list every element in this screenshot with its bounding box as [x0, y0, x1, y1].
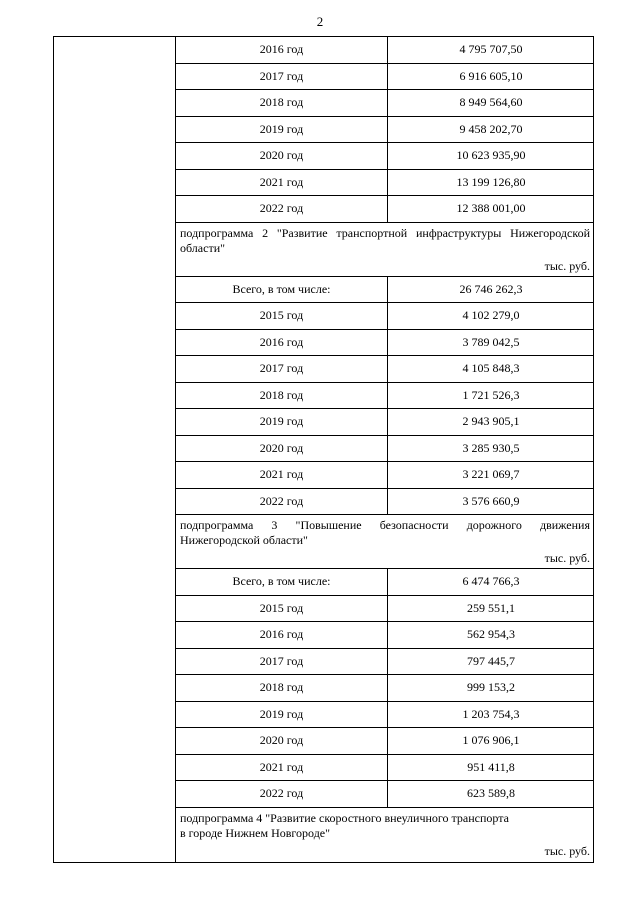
- table-row: [176, 37, 594, 64]
- year-cell: 2015 год: [176, 303, 388, 329]
- year-cell: 2018 год: [176, 90, 388, 116]
- amount-cell: 1 076 906,1: [462, 733, 520, 748]
- amount-cell: 3 576 660,9: [462, 493, 520, 508]
- amount-cell: 6 474 766,3: [462, 574, 520, 589]
- table-row: [176, 409, 594, 436]
- year-cell: 2018 год: [176, 675, 388, 701]
- amount-cell: 951 411,8: [467, 759, 515, 774]
- table-row: [176, 569, 594, 596]
- amount-cell: 999 153,2: [467, 680, 515, 695]
- table-row: [176, 702, 594, 729]
- amount-cell: 4 102 279,0: [462, 308, 520, 323]
- year-cell: 2016 год: [176, 330, 388, 356]
- table-row: [176, 489, 594, 516]
- year-cell: 2022 год: [176, 196, 388, 222]
- subprogram-2-rows: [176, 277, 594, 516]
- table-row: [176, 649, 594, 676]
- year-cell: 2020 год: [176, 436, 388, 462]
- amount-cell: 259 551,1: [467, 600, 515, 615]
- amount-cell: 3 789 042,5: [462, 334, 520, 349]
- year-cell: 2017 год: [176, 356, 388, 382]
- table-row: [176, 436, 594, 463]
- amount-cell: 9 458 202,70: [459, 121, 523, 136]
- amount-cell: 13 199 126,80: [456, 174, 526, 189]
- amount-cell: 8 949 564,60: [459, 95, 523, 110]
- year-cell: 2018 год: [176, 383, 388, 409]
- year-cell: 2022 год: [176, 781, 388, 807]
- year-cell: 2020 год: [176, 728, 388, 754]
- year-cell: 2019 год: [176, 409, 388, 435]
- table-row: [176, 117, 594, 144]
- subprogram-1-rows: [176, 37, 594, 223]
- amount-cell: 1 721 526,3: [462, 387, 520, 402]
- year-cell: 2017 год: [176, 649, 388, 675]
- table-row: [176, 728, 594, 755]
- amount-cell: 26 746 262,3: [459, 281, 523, 296]
- subprogram-3-title: подпрограмма 3 "Повышение безопасности дорожного движения Нижегородской области": [180, 518, 590, 547]
- page-number: 2: [316, 14, 324, 29]
- amount-cell: 12 388 001,00: [456, 201, 526, 216]
- amount-cell: 2 943 905,1: [462, 414, 520, 429]
- year-cell: 2021 год: [176, 755, 388, 781]
- subprogram-3-header: [176, 515, 594, 569]
- table-row: [176, 143, 594, 170]
- subprogram-2-title: подпрограмма 2 "Развитие транспортной инфраструктуры Нижегородской области": [180, 225, 590, 255]
- amount-cell: 6 916 605,10: [459, 68, 523, 83]
- table-row: [176, 196, 594, 223]
- year-cell: 2020 год: [176, 143, 388, 169]
- table-row: [176, 277, 594, 304]
- subprogram-4-title-line2: в городе Нижнем Новгороде": [180, 825, 331, 840]
- table-row: [176, 356, 594, 383]
- amount-cell: 623 589,8: [467, 786, 515, 801]
- subprogram-4-header: [176, 808, 594, 861]
- year-cell: 2019 год: [176, 117, 388, 143]
- left-empty-column: [54, 37, 176, 862]
- subprogram-2-unit: тыс. руб.: [544, 258, 590, 273]
- amount-cell: 3 285 930,5: [462, 440, 520, 455]
- financing-table: [53, 36, 594, 863]
- table-row: [176, 781, 594, 808]
- year-cell: 2022 год: [176, 489, 388, 515]
- amount-cell: 4 795 707,50: [459, 42, 523, 57]
- amount-cell: 797 445,7: [467, 653, 515, 668]
- year-cell: Всего, в том числе:: [176, 277, 388, 303]
- subprogram-2-header: [176, 223, 594, 277]
- amount-cell: 10 623 935,90: [456, 148, 526, 163]
- subprogram-4-unit: тыс. руб.: [544, 843, 590, 858]
- year-cell: 2016 год: [176, 37, 388, 63]
- table-row: [176, 170, 594, 197]
- subprogram-3-rows: [176, 569, 594, 808]
- right-column: [176, 37, 594, 861]
- table-row: [176, 596, 594, 623]
- amount-cell: 562 954,3: [467, 627, 515, 642]
- table-row: [176, 755, 594, 782]
- year-cell: 2016 год: [176, 622, 388, 648]
- amount-cell: 3 221 069,7: [462, 467, 520, 482]
- amount-cell: 4 105 848,3: [462, 361, 520, 376]
- table-row: [176, 675, 594, 702]
- subprogram-4-title-line1: подпрограмма 4 "Развитие скоростного внеуличного транспорта: [180, 810, 509, 825]
- table-row: [176, 462, 594, 489]
- year-cell: 2021 год: [176, 170, 388, 196]
- year-cell: 2017 год: [176, 64, 388, 90]
- table-row: [176, 90, 594, 117]
- year-cell: 2021 год: [176, 462, 388, 488]
- subprogram-3-unit: тыс. руб.: [544, 551, 590, 565]
- amount-cell: 1 203 754,3: [462, 706, 520, 721]
- table-row: [176, 303, 594, 330]
- year-cell: 2015 год: [176, 596, 388, 622]
- year-cell: Всего, в том числе:: [176, 569, 388, 595]
- year-cell: 2019 год: [176, 702, 388, 728]
- table-row: [176, 383, 594, 410]
- table-row: [176, 330, 594, 357]
- table-row: [176, 622, 594, 649]
- table-row: [176, 64, 594, 91]
